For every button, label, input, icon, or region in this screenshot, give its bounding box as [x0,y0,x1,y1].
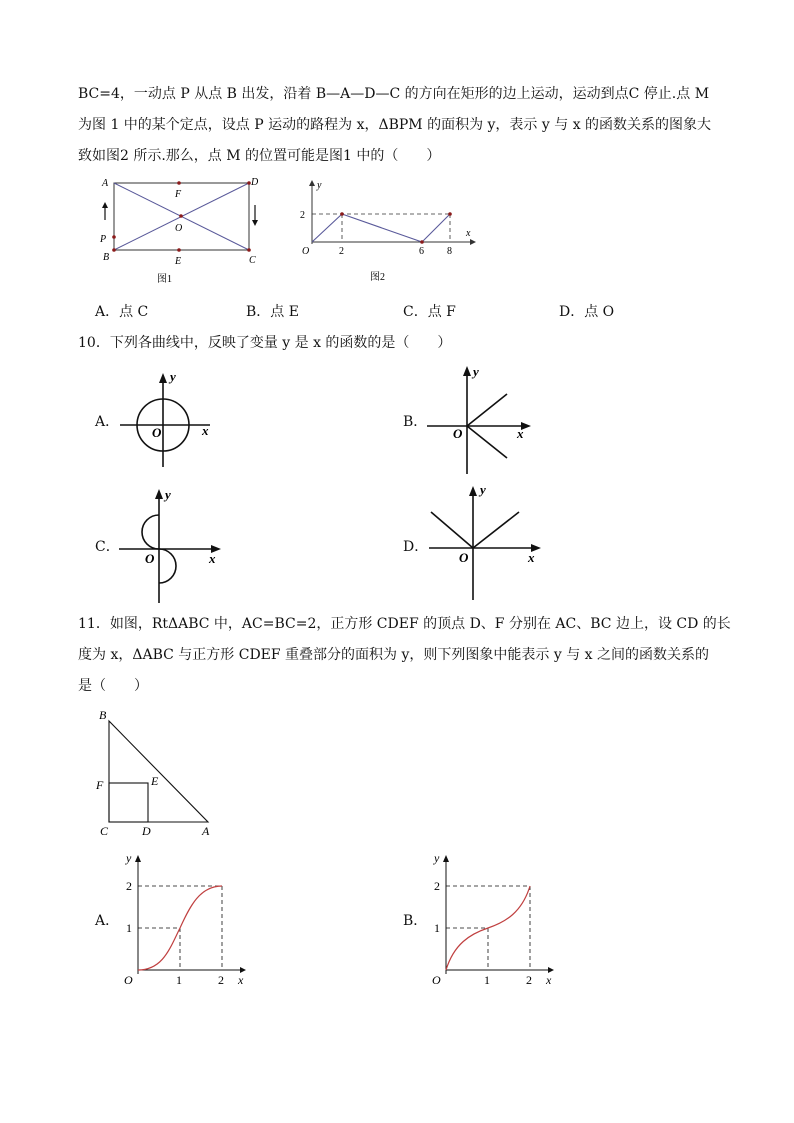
q11-graph-a [118,848,253,988]
q10b-y-label: y [473,364,479,379]
fig2-origin: O [302,246,310,257]
q9-line-2: 为图 1 中的某个定点，设点 P 运动的路程为 x，ΔBPM 的面积为 y，表示 y 与 x 的函数关系的图象大 [78,117,712,133]
q11a-tick-x2: 2 [218,973,224,987]
fig2-y-label: y [317,180,322,191]
fig2-tick-x2: 2 [339,246,344,257]
fig1-label-C: C [249,255,256,266]
q9-option-b[interactable]: B．点 E [246,304,299,320]
q10-graph-b [425,360,535,480]
q9-line-3: 致如图2 所示.那么，点 M 的位置可能是图1 中的（ ） [78,148,441,164]
fig1-label-F: F [175,189,182,200]
q10a-y-label: y [170,369,176,384]
q10-option-d[interactable]: D． [403,539,429,555]
q9-line-1: BC=4，一动点 P 从点 B 出发，沿着 B—A—D—C 的方向在矩形的边上运动，运动到点C 停止.点 M [78,86,710,102]
fig2-tick-y2: 2 [300,210,305,221]
q11-line-2: 度为 x，ΔABC 与正方形 CDEF 重叠部分的面积为 y，则下列图象中能表示 y 与 x 之间的函数关系的 [78,647,710,663]
q11-label-D: D [142,824,151,838]
q10d-origin: O [459,550,469,565]
fig1-label-O: O [175,223,183,234]
fig1-label-B: B [103,252,110,263]
q11b-tick-x1: 1 [484,973,490,987]
q9-option-a[interactable]: A．点 C [95,304,149,320]
q11-line-1: 11．如图，RtΔABC 中，AC=BC=2，正方形 CDEF 的顶点 D、F 分别在 AC、BC 边上，设 CD 的长 [78,616,731,632]
q11b-y-label: y [434,851,440,865]
q10a-x-label: x [202,423,209,438]
q11-option-b[interactable]: B． [403,913,428,929]
fig1-label-A: A [102,178,109,189]
q10-option-a[interactable]: A． [95,414,120,430]
fig2-tick-x8: 8 [447,246,452,257]
q9-figure-1 [95,170,270,285]
q11-label-B: B [99,708,107,722]
q11a-y-label: y [126,851,132,865]
q10c-y-label: y [165,487,171,502]
q10-option-b[interactable]: B． [403,414,428,430]
q10c-origin: O [145,551,155,566]
fig1-label-D: D [251,177,259,188]
fig2-x-label: x [466,228,471,239]
q9-option-d[interactable]: D．点 O [559,304,615,320]
q11b-x-label: x [546,973,552,987]
q10-graph-c [115,485,230,610]
q11-option-a[interactable]: A． [95,913,120,929]
q10b-x-label: x [517,426,524,441]
q10-graph-d [425,480,550,605]
q10-graph-a [115,365,225,475]
q11-label-A: A [202,824,210,838]
q11a-x-label: x [238,973,244,987]
q11-graph-b [426,848,561,988]
fig2-caption: 图2 [370,272,385,283]
q11-label-F: F [96,778,104,792]
q11b-tick-x2: 2 [526,973,532,987]
q11-label-C: C [100,824,109,838]
q10c-x-label: x [209,551,216,566]
q11a-origin: O [124,973,133,987]
q9-figure-2 [298,172,483,287]
q9-option-c[interactable]: C．点 F [403,304,456,320]
q10-stem: 10．下列各曲线中，反映了变量 y 是 x 的函数的是（ ） [78,335,452,351]
q10a-origin: O [152,425,162,440]
q11b-tick-y1: 1 [434,921,440,935]
q11b-origin: O [432,973,441,987]
q11a-tick-y2: 2 [126,879,132,893]
fig1-label-E: E [175,256,182,267]
q11b-tick-y2: 2 [434,879,440,893]
q10-option-c[interactable]: C． [95,539,120,555]
fig2-tick-x6: 6 [419,246,424,257]
q10b-origin: O [453,426,463,441]
q11a-tick-x1: 1 [176,973,182,987]
fig1-label-P: P [100,234,107,245]
q11a-tick-y1: 1 [126,921,132,935]
q10d-x-label: x [528,550,535,565]
fig1-caption: 图1 [157,274,172,285]
q11-line-3: 是（ ） [78,678,148,694]
q10d-y-label: y [480,482,486,497]
q11-triangle-figure [90,705,225,840]
q11-label-E: E [151,774,159,788]
